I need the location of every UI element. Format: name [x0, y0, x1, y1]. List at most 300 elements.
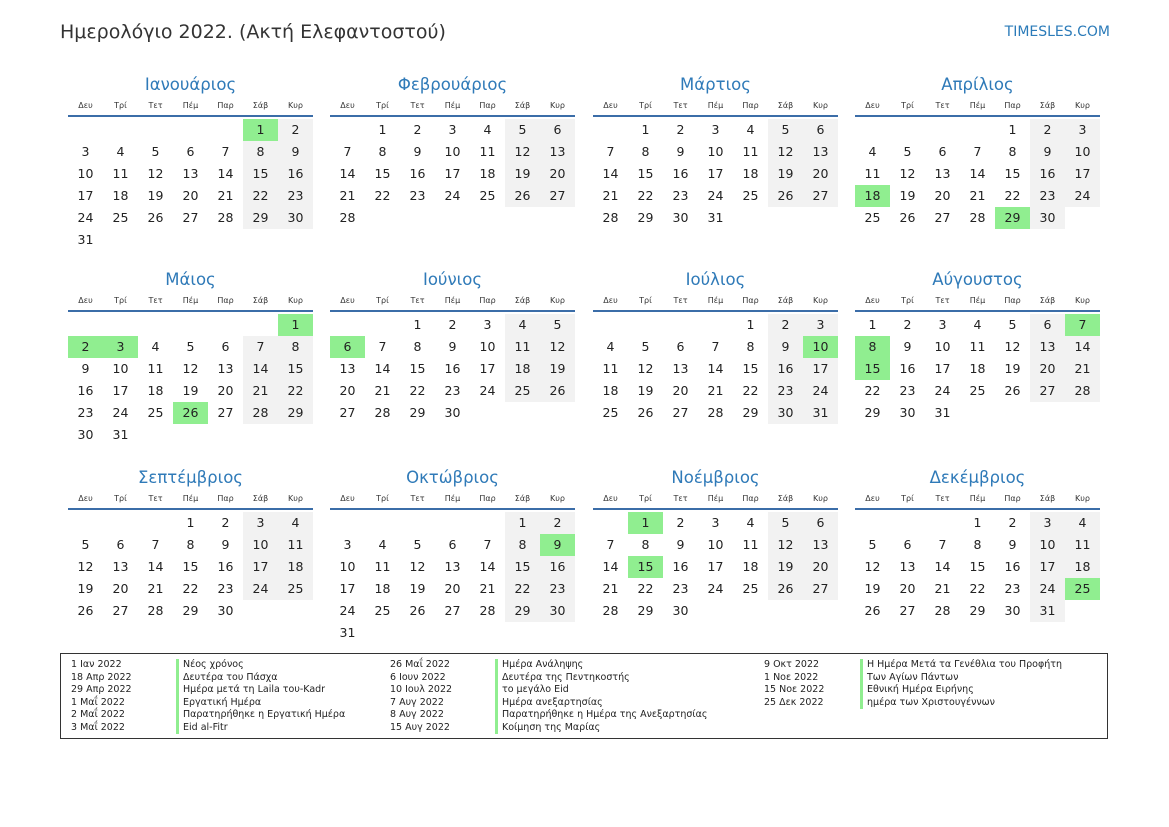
day-cell: 13 [182, 166, 199, 181]
legend-date: 7 Αυγ 2022 [390, 696, 444, 708]
weekday-label: Παρ [1004, 494, 1021, 503]
day-cell: 10 [934, 339, 951, 354]
weekday-label: Τρί [376, 101, 389, 110]
week-row [68, 358, 313, 380]
day-cell: 4 [746, 515, 755, 530]
day-cell: 20 [899, 581, 916, 596]
empty-cell [365, 314, 400, 336]
weekday-label: Τρί [376, 296, 389, 305]
day-cell: 6 [186, 144, 195, 159]
empty-cell [243, 314, 278, 336]
empty-cell [628, 314, 663, 336]
day-cell: 9 [768, 336, 803, 358]
day-cell: 17 [112, 383, 129, 398]
weekday-label: Κυρ [288, 296, 303, 305]
week-row [855, 512, 1100, 534]
empty-cell [540, 402, 575, 424]
day-cell: 24 [707, 188, 724, 203]
week-row [593, 600, 838, 622]
day-cell: 6 [1030, 314, 1065, 336]
day-cell: 7 [221, 144, 230, 159]
week-row [68, 402, 313, 424]
weekday-label: Δευ [603, 101, 618, 110]
week-row [330, 556, 575, 578]
day-cell: 16 [899, 361, 916, 376]
day-cell: 15 [1004, 166, 1021, 181]
weekday-label: Κυρ [813, 101, 828, 110]
day-cell: 11 [147, 361, 164, 376]
empty-cell [278, 600, 313, 622]
day-cell: 22 [637, 581, 654, 596]
day-cell: 2 [448, 317, 457, 332]
weekday-label: Πέμ [444, 494, 461, 503]
day-cell: 23 [409, 188, 426, 203]
weekday-label: Σάβ [777, 494, 794, 503]
day-cell: 22 [637, 188, 654, 203]
month-name: Αύγουστος [932, 270, 1023, 289]
legend-holiday-name: ημέρα των Χριστουγέννων [860, 697, 995, 710]
week-row [855, 556, 1100, 578]
weekday-label: Πέμ [969, 101, 986, 110]
day-cell: 15 [742, 361, 759, 376]
day-cell: 28 [339, 210, 356, 225]
day-cell: 10 [803, 336, 838, 358]
day-cell: 20 [339, 383, 356, 398]
empty-cell [330, 314, 365, 336]
day-cell: 6 [938, 144, 947, 159]
weekday-label: Κυρ [1075, 101, 1090, 110]
week-row [593, 358, 838, 380]
day-cell: 18 [147, 383, 164, 398]
day-cell: 19 [409, 581, 426, 596]
day-cell: 30 [1004, 603, 1021, 618]
day-cell: 24 [803, 380, 838, 402]
weekday-label: Παρ [479, 296, 496, 305]
weekday-label: Τετ [148, 101, 163, 110]
day-cell: 22 [243, 185, 278, 207]
day-cell: 29 [742, 405, 759, 420]
day-cell: 2 [676, 122, 685, 137]
day-cell: 21 [602, 188, 619, 203]
day-cell: 18 [479, 166, 496, 181]
day-cell: 16 [540, 556, 575, 578]
day-cell: 16 [278, 163, 313, 185]
empty-cell [103, 119, 138, 141]
empty-cell [400, 622, 435, 644]
day-cell: 30 [899, 405, 916, 420]
day-cell: 21 [969, 188, 986, 203]
empty-cell [470, 207, 505, 229]
month-name: Νοέμβριος [671, 468, 760, 487]
week-row [593, 163, 838, 185]
day-cell: 26 [768, 578, 803, 600]
week-row [330, 314, 575, 336]
day-cell: 22 [505, 578, 540, 600]
day-cell: 28 [602, 603, 619, 618]
month-name: Οκτώβριος [406, 468, 499, 487]
legend-date: 6 Ιουν 2022 [390, 671, 446, 683]
day-cell: 1 [868, 317, 877, 332]
month-name: Φεβρουάριος [397, 75, 508, 94]
weekday-label: Πέμ [444, 296, 461, 305]
legend-date: 1 Ιαν 2022 [71, 659, 122, 670]
week-row [330, 512, 575, 534]
empty-cell [1065, 207, 1100, 229]
day-cell: 3 [803, 314, 838, 336]
day-cell: 26 [409, 603, 426, 618]
day-cell: 23 [540, 578, 575, 600]
day-cell: 5 [1008, 317, 1017, 332]
empty-cell [768, 207, 803, 229]
week-row [593, 512, 838, 534]
day-cell: 6 [676, 339, 685, 354]
day-cell: 3 [938, 317, 947, 332]
empty-cell [208, 424, 243, 446]
day-cell: 19 [768, 556, 803, 578]
empty-cell [278, 424, 313, 446]
empty-cell [435, 512, 470, 534]
weekday-label: Παρ [217, 296, 234, 305]
empty-cell [1065, 600, 1100, 622]
week-row [68, 556, 313, 578]
weekday-header [593, 492, 838, 510]
weekday-label: Σάβ [252, 101, 269, 110]
week-row [855, 578, 1100, 600]
day-cell: 8 [641, 144, 650, 159]
day-cell: 21 [217, 188, 234, 203]
weekday-label: Πέμ [182, 296, 199, 305]
day-cell: 25 [505, 380, 540, 402]
day-cell: 12 [147, 166, 164, 181]
week-row [330, 358, 575, 380]
day-cell: 7 [151, 537, 160, 552]
day-cell: 30 [672, 603, 689, 618]
day-cell: 26 [505, 185, 540, 207]
day-cell: 17 [707, 166, 724, 181]
empty-cell [1030, 402, 1065, 424]
month-name: Μάιος [165, 270, 216, 289]
weekday-label: Δευ [340, 296, 355, 305]
day-cell: 8 [973, 537, 982, 552]
day-cell: 14 [1065, 336, 1100, 358]
day-cell: 11 [969, 339, 986, 354]
day-cell: 6 [540, 119, 575, 141]
day-cell: 28 [479, 603, 496, 618]
weekday-label: Πέμ [969, 296, 986, 305]
day-cell: 24 [339, 603, 356, 618]
empty-cell [208, 119, 243, 141]
empty-cell [103, 229, 138, 251]
day-cell: 13 [217, 361, 234, 376]
day-cell: 2 [68, 336, 103, 358]
day-cell: 9 [1030, 141, 1065, 163]
day-cell: 9 [81, 361, 90, 376]
day-cell: 3 [711, 122, 720, 137]
day-cell: 27 [803, 185, 838, 207]
legend-date: 15 Νοε 2022 [764, 684, 825, 695]
month-name: Ιανουάριος [144, 75, 237, 94]
day-cell: 7 [606, 537, 615, 552]
day-cell: 5 [641, 339, 650, 354]
day-cell: 21 [707, 383, 724, 398]
weekday-label: Τετ [935, 494, 950, 503]
legend-holiday-name: Κοίμηση της Μαρίας [495, 722, 600, 735]
day-cell: 1 [278, 314, 313, 336]
day-cell: 4 [378, 537, 387, 552]
week-row [593, 336, 838, 358]
empty-cell [803, 207, 838, 229]
weekday-label: Τρί [639, 494, 652, 503]
week-row [855, 185, 1100, 207]
empty-cell [68, 119, 103, 141]
day-cell: 11 [374, 559, 391, 574]
day-cell: 26 [540, 380, 575, 402]
day-cell: 15 [278, 358, 313, 380]
week-row [330, 600, 575, 622]
day-cell: 28 [602, 210, 619, 225]
day-cell: 5 [768, 512, 803, 534]
week-row [68, 578, 313, 600]
day-cell: 2 [1008, 515, 1017, 530]
week-row [593, 207, 838, 229]
day-cell: 12 [637, 361, 654, 376]
day-cell: 7 [243, 336, 278, 358]
day-cell: 20 [1030, 358, 1065, 380]
day-cell: 9 [413, 144, 422, 159]
day-cell: 26 [768, 185, 803, 207]
week-row [68, 229, 313, 251]
day-cell: 26 [147, 210, 164, 225]
day-cell: 13 [899, 559, 916, 574]
day-cell: 9 [676, 144, 685, 159]
weekday-label: Τρί [901, 101, 914, 110]
day-cell: 14 [479, 559, 496, 574]
day-cell: 17 [707, 559, 724, 574]
day-cell: 28 [243, 402, 278, 424]
day-cell: 3 [343, 537, 352, 552]
day-cell: 15 [969, 559, 986, 574]
day-cell: 11 [112, 166, 129, 181]
weekday-header [68, 99, 313, 117]
day-cell: 14 [602, 166, 619, 181]
day-cell: 25 [742, 188, 759, 203]
weekday-header [68, 294, 313, 312]
week-row [330, 119, 575, 141]
legend-holiday-name: Η Ημέρα Μετά τα Γενέθλια του Προφήτη [860, 659, 1062, 672]
day-cell: 9 [221, 537, 230, 552]
week-row [68, 185, 313, 207]
day-cell: 4 [151, 339, 160, 354]
day-cell: 3 [103, 336, 138, 358]
empty-cell [138, 119, 173, 141]
day-cell: 18 [742, 559, 759, 574]
day-cell: 16 [768, 358, 803, 380]
empty-cell [173, 119, 208, 141]
day-cell: 18 [112, 188, 129, 203]
day-cell: 20 [540, 163, 575, 185]
legend-date: 9 Οκτ 2022 [764, 659, 820, 670]
day-cell: 20 [672, 383, 689, 398]
day-cell: 25 [278, 578, 313, 600]
day-cell: 23 [444, 383, 461, 398]
day-cell: 27 [217, 405, 234, 420]
weekday-header [855, 99, 1100, 117]
day-cell: 24 [112, 405, 129, 420]
weekday-label: Τετ [148, 494, 163, 503]
legend-date: 1 Μαΐ 2022 [71, 696, 125, 708]
page-title: Ημερολόγιο 2022. (Ακτή Ελεφαντοστού) [60, 21, 446, 43]
day-cell: 22 [278, 380, 313, 402]
day-cell: 22 [969, 581, 986, 596]
week-row [330, 141, 575, 163]
week-row [855, 314, 1100, 336]
day-cell: 10 [112, 361, 129, 376]
weekday-label: Δευ [340, 101, 355, 110]
day-cell: 2 [540, 512, 575, 534]
weekday-header [330, 492, 575, 510]
weekday-header [855, 492, 1100, 510]
empty-cell [593, 512, 628, 534]
day-cell: 1 [186, 515, 195, 530]
day-cell: 16 [409, 166, 426, 181]
legend-holiday-name: Δευτέρα του Πάσχα [176, 672, 278, 685]
weekday-label: Τετ [935, 101, 950, 110]
week-row [593, 119, 838, 141]
empty-cell [400, 512, 435, 534]
day-cell: 20 [934, 188, 951, 203]
day-cell: 8 [243, 141, 278, 163]
day-cell: 6 [903, 537, 912, 552]
day-cell: 7 [378, 339, 387, 354]
empty-cell [505, 402, 540, 424]
empty-cell [400, 207, 435, 229]
day-cell: 3 [1030, 512, 1065, 534]
day-cell: 5 [151, 144, 160, 159]
day-cell: 10 [707, 144, 724, 159]
day-cell: 13 [112, 559, 129, 574]
day-cell: 30 [217, 603, 234, 618]
empty-cell [803, 600, 838, 622]
day-cell: 25 [969, 383, 986, 398]
month-name: Ιούνιος [422, 270, 483, 289]
day-cell: 27 [803, 578, 838, 600]
legend-date: 10 Ιουλ 2022 [390, 684, 453, 695]
month-name: Δεκέμβριος [929, 468, 1026, 487]
day-cell: 20 [803, 163, 838, 185]
day-cell: 31 [1030, 600, 1065, 622]
day-cell: 29 [243, 207, 278, 229]
day-cell: 16 [1004, 559, 1021, 574]
weekday-label: Τρί [639, 101, 652, 110]
site-link[interactable]: TIMESLES.COM [1004, 24, 1110, 40]
day-cell: 4 [483, 122, 492, 137]
week-row [68, 141, 313, 163]
day-cell: 30 [768, 402, 803, 424]
empty-cell [103, 512, 138, 534]
empty-cell [925, 119, 960, 141]
holiday-legend [60, 653, 1108, 739]
weekday-label: Τετ [148, 296, 163, 305]
day-cell: 10 [1065, 141, 1100, 163]
day-cell: 4 [505, 314, 540, 336]
day-cell: 15 [409, 361, 426, 376]
month-block [68, 468, 313, 622]
weekday-label: Παρ [479, 101, 496, 110]
weekday-label: Σάβ [777, 101, 794, 110]
day-cell: 23 [1030, 185, 1065, 207]
day-cell: 4 [116, 144, 125, 159]
week-row [855, 358, 1100, 380]
day-cell: 27 [182, 210, 199, 225]
empty-cell [855, 512, 890, 534]
week-row [855, 207, 1100, 229]
empty-cell [68, 314, 103, 336]
day-cell: 5 [81, 537, 90, 552]
month-block [593, 75, 838, 229]
weekday-label: Δευ [603, 494, 618, 503]
weekday-header [855, 294, 1100, 312]
day-cell: 17 [77, 188, 94, 203]
day-cell: 1 [628, 512, 663, 534]
day-cell: 12 [409, 559, 426, 574]
day-cell: 16 [672, 559, 689, 574]
weekday-label: Κυρ [288, 494, 303, 503]
day-cell: 7 [938, 537, 947, 552]
day-cell: 11 [278, 534, 313, 556]
week-row [593, 402, 838, 424]
weekday-label: Παρ [1004, 101, 1021, 110]
legend-holiday-name: Παρατηρήθηκε η Ημέρα της Ανεξαρτησίας [495, 709, 707, 722]
day-cell: 22 [864, 383, 881, 398]
weekday-label: Τετ [673, 494, 688, 503]
empty-cell [243, 600, 278, 622]
day-cell: 25 [147, 405, 164, 420]
day-cell: 10 [444, 144, 461, 159]
day-cell: 2 [676, 515, 685, 530]
day-cell: 10 [479, 339, 496, 354]
empty-cell [68, 512, 103, 534]
weekday-label: Κυρ [1075, 494, 1090, 503]
weekday-label: Δευ [78, 296, 93, 305]
day-cell: 28 [969, 210, 986, 225]
day-cell: 6 [221, 339, 230, 354]
empty-cell [960, 119, 995, 141]
day-cell: 17 [1030, 556, 1065, 578]
day-cell: 30 [1030, 207, 1065, 229]
day-cell: 23 [77, 405, 94, 420]
day-cell: 24 [1030, 578, 1065, 600]
day-cell: 4 [278, 512, 313, 534]
day-cell: 28 [707, 405, 724, 420]
day-cell: 17 [934, 361, 951, 376]
day-cell: 11 [505, 336, 540, 358]
day-cell: 11 [602, 361, 619, 376]
day-cell: 3 [483, 317, 492, 332]
day-cell: 1 [378, 122, 387, 137]
day-cell: 21 [374, 383, 391, 398]
day-cell: 12 [768, 141, 803, 163]
day-cell: 2 [278, 119, 313, 141]
weekday-label: Τρί [901, 296, 914, 305]
month-block [855, 468, 1100, 622]
weekday-label: Σάβ [1039, 101, 1056, 110]
day-cell: 5 [868, 537, 877, 552]
day-cell: 24 [77, 210, 94, 225]
week-row [593, 534, 838, 556]
empty-cell [540, 207, 575, 229]
week-row [855, 402, 1100, 424]
legend-holiday-name: Νέος χρόνος [176, 659, 244, 672]
